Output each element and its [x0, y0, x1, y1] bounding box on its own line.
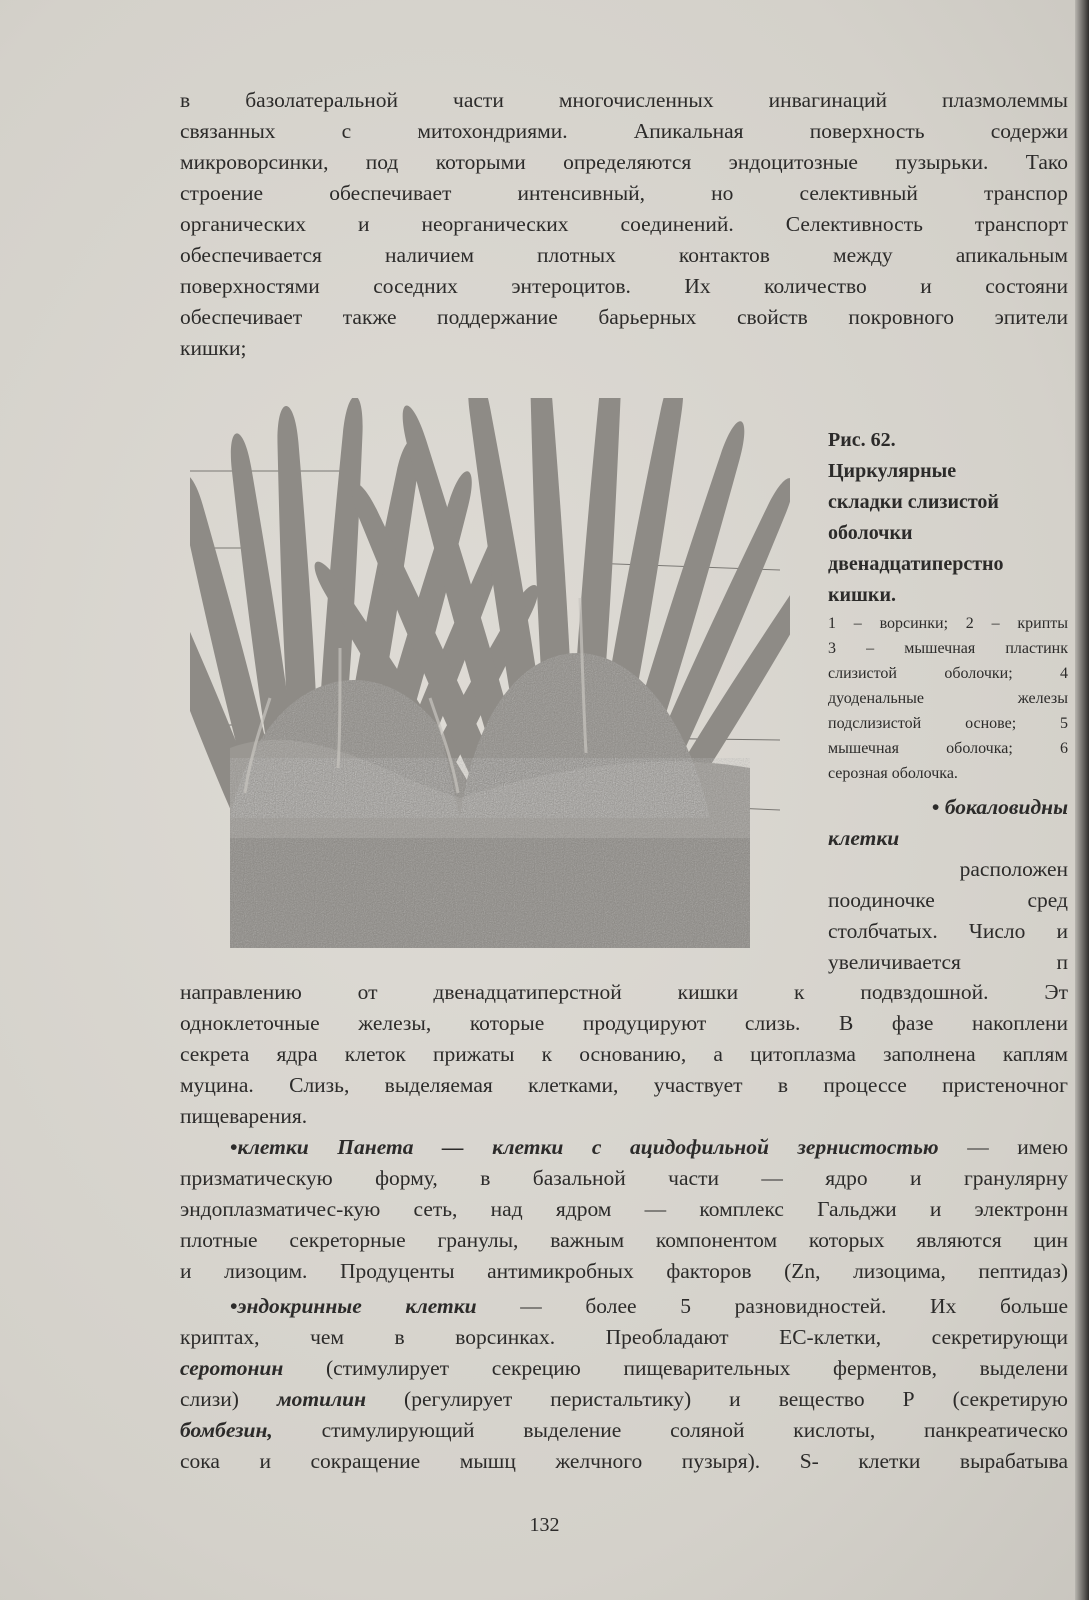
- bullet-icon: •: [931, 795, 940, 819]
- figure-title-line: Циркулярные: [828, 460, 957, 482]
- hormone-term: серотонин: [180, 1356, 284, 1380]
- text-fragment: слизи): [180, 1387, 277, 1411]
- figure-legend-line: 3 – мышечная пластинк: [828, 640, 1068, 657]
- figure-caption: [828, 425, 1068, 978]
- main-body: [180, 977, 1068, 1477]
- bullet-icon: •: [230, 1294, 238, 1318]
- page-number: 132: [529, 1514, 560, 1536]
- page-edge-shadow: [1075, 0, 1089, 1600]
- paneth-heading: [180, 1132, 1068, 1163]
- text-line: обеспечивает также поддержание барьерных свойств покровного эпители: [180, 305, 1068, 329]
- text-line: связанных с митохондриями. Апикальная поверхность содержи: [180, 119, 1068, 143]
- figure-title-line: складки слизистой: [828, 491, 999, 513]
- text-line: увеличивается п: [828, 950, 1068, 974]
- text-line: поодиночке сред: [828, 888, 1068, 912]
- figure-legend-line: серозная оболочка.: [828, 765, 958, 782]
- text-line: кишки;: [180, 336, 247, 360]
- text-line: [180, 1353, 1068, 1384]
- text-line: [180, 1384, 1068, 1415]
- text-line: направлению от двенадцатиперстной кишки к подвздошной. Эт: [180, 980, 1068, 1004]
- figure-title-line: оболочки: [828, 522, 913, 544]
- figure-title-line: двенадцатиперстно: [828, 553, 1004, 575]
- text-line: сока и сокращение мышц желчного пузыря). S- клетки вырабатыва: [180, 1449, 1068, 1473]
- text-line: обеспечивается наличием плотных контактов между апикальным: [180, 243, 1068, 267]
- text-line: призматическую форму, в базальной части — ядро и гранулярну: [180, 1166, 1068, 1190]
- figure-legend-line: мышечная оболочка; 6: [828, 740, 1068, 757]
- figure-legend-line: слизистой оболочки; 4: [828, 665, 1068, 682]
- text-fragment: (регулирует перистальтику) и вещество Р (секретирую: [366, 1387, 1068, 1411]
- text-line: пищеварения.: [180, 1104, 308, 1128]
- top-paragraph: [180, 85, 1068, 364]
- text-line: поверхностями соседних энтероцитов. Их количество и состояни: [180, 274, 1068, 298]
- text-line: эндоплазматичес-кую сеть, над ядром — комплекс Гальджи и электронн: [180, 1197, 1068, 1221]
- text-line: столбчатых. Число и: [828, 919, 1068, 943]
- hormone-term: бомбезин,: [180, 1418, 273, 1442]
- bullet-icon: •: [230, 1135, 238, 1159]
- text-line: в базолатеральной части многочисленных инвагинаций плазмолеммы: [180, 88, 1068, 112]
- text-line: секрета ядра клеток прижаты к основанию, а цитоплазма заполнена каплям: [180, 1042, 1068, 1066]
- figure-number: Рис. 62.: [828, 429, 896, 451]
- figure-legend-line: дуоденальные железы: [828, 690, 1068, 707]
- figure-title-line: кишки.: [828, 584, 896, 606]
- text-line: муцина. Слизь, выделяемая клетками, участвует в процессе пристеночног: [180, 1073, 1068, 1097]
- text-line: микроворсинки, под которыми определяются эндоцитозные пузырьки. Тако: [180, 150, 1068, 174]
- text-fragment: — более 5 разновидностей. Их больше: [476, 1294, 1068, 1318]
- text-line: расположен: [959, 857, 1068, 881]
- text-line: плотные секреторные гранулы, важным компонентом которых являются цин: [180, 1228, 1068, 1252]
- figure-legend-line: 1 – ворсинки; 2 – крипты: [828, 615, 1068, 632]
- text-fragment: стимулирующий выделение соляной кислоты, панкреатическо: [272, 1418, 1068, 1442]
- hormone-term: мотилин: [276, 1387, 367, 1411]
- figure-legend-line: подслизистой основе; 5: [828, 715, 1068, 732]
- histology-figure: [190, 398, 790, 980]
- text-line: криптах, чем в ворсинках. Преобладают ЕС-клетки, секретирующи: [180, 1325, 1068, 1349]
- text-fragment: (стимулирует секрецию пищеварительных ферментов, выделени: [283, 1356, 1068, 1380]
- endocrine-heading: [180, 1291, 1068, 1322]
- endocrine-term: эндокринные клетки: [237, 1294, 477, 1318]
- goblet-term: клетки: [828, 826, 900, 850]
- goblet-term: бокаловидны: [944, 795, 1068, 819]
- paneth-term: клетки Панета — клетки с ацидофильной зернистостью: [237, 1135, 939, 1159]
- text-line: органических и неорганических соединений. Селективность транспорт: [180, 212, 1068, 236]
- text-line: одноклеточные железы, которые продуцируют слизь. В фазе накоплени: [180, 1011, 1068, 1035]
- text-line: строение обеспечивает интенсивный, но селективный транспор: [180, 181, 1068, 205]
- text-line: [180, 1415, 1068, 1446]
- text-line: и лизоцим. Продуценты антимикробных факторов (Zn, лизоцима, пептидаз): [180, 1259, 1068, 1283]
- goblet-heading: [828, 792, 1068, 823]
- text-fragment: — имею: [938, 1135, 1068, 1159]
